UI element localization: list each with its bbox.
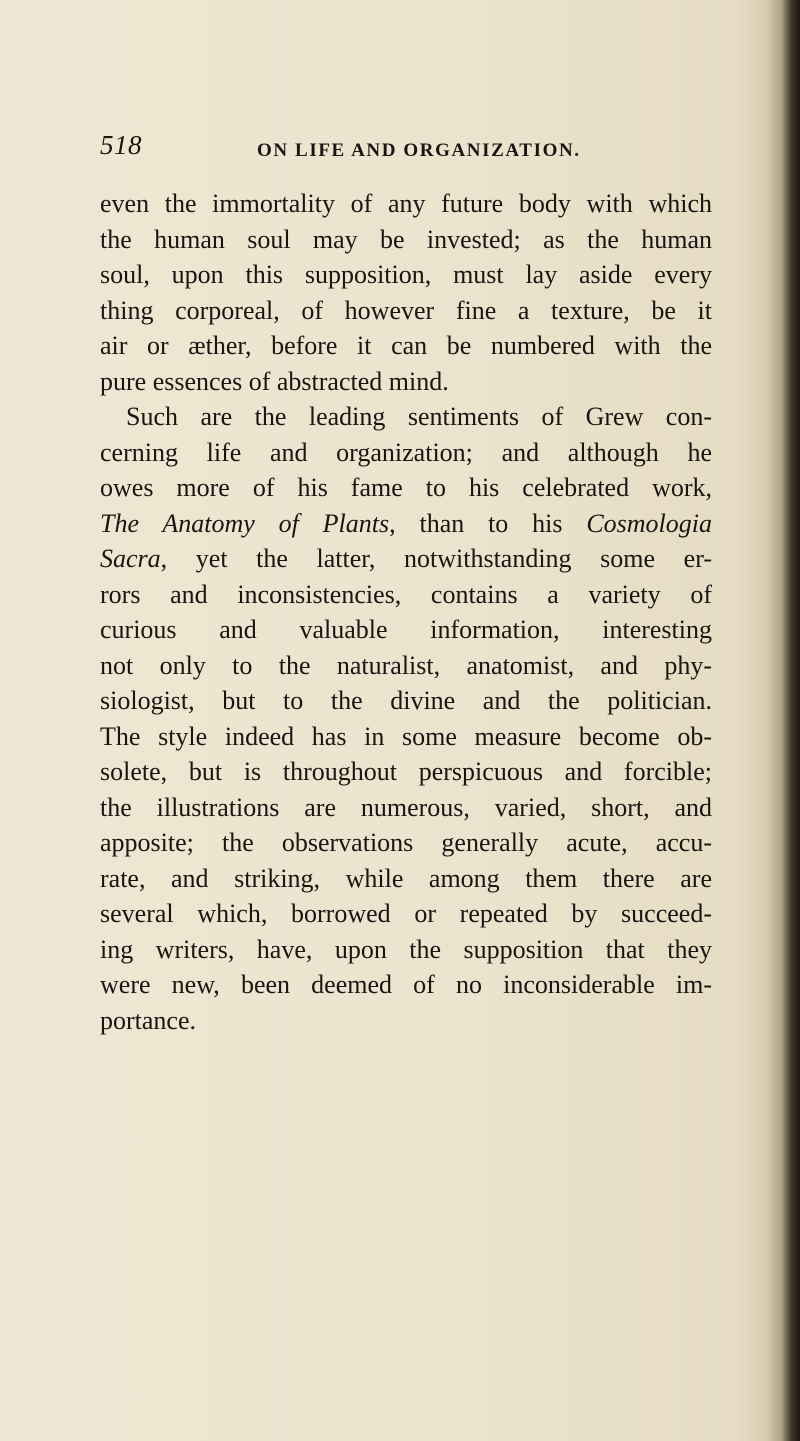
- text-line: thing corporeal, of however fine a texture, be it: [100, 295, 712, 325]
- text-line: Sacra, yet the latter, notwithstanding some er-: [100, 544, 712, 573]
- text-line: The style indeed has in some measure become ob-: [100, 721, 712, 751]
- text-line: pure essences of abstracted mind.: [100, 366, 449, 396]
- text-line: apposite; the observations generally acute, accu-: [100, 828, 712, 857]
- text-line: the illustrations are numerous, varied, short, and: [100, 792, 712, 822]
- page-header: [100, 128, 700, 168]
- body-text: [100, 186, 712, 1038]
- text-line: portance.: [100, 1005, 197, 1035]
- running-head: ON LIFE AND ORGANIZATION.: [257, 140, 581, 161]
- text-line-9: The Anatomy of Plants, than to his Cosmologia: [100, 508, 712, 538]
- text-line: Such are the leading sentiments of Grew con-: [126, 402, 712, 431]
- text-line: even the immortality of any future body with which: [100, 189, 712, 218]
- text-line: solete, but is throughout perspicuous and forcible;: [100, 757, 712, 786]
- text-line: siologist, but to the divine and the politician.: [100, 686, 712, 715]
- text-line: rors and inconsistencies, contains a variety of: [100, 579, 712, 609]
- text-line: were new, been deemed of no inconsiderable im-: [100, 970, 712, 999]
- text-line: owes more of his fame to his celebrated work,: [100, 473, 712, 502]
- text-line: several which, borrowed or repeated by succeed-: [100, 899, 712, 928]
- text-line: ing writers, have, upon the supposition that they: [100, 934, 712, 964]
- text-line: rate, and striking, while among them there are: [100, 863, 712, 893]
- text-line: cerning life and organization; and although he: [100, 437, 712, 467]
- page-binding-shadow: [766, 0, 800, 1441]
- text-line: the human soul may be invested; as the human: [100, 224, 712, 254]
- text-line: not only to the naturalist, anatomist, and phy-: [100, 650, 712, 680]
- text-line: air or æther, before it can be numbered with the: [100, 331, 712, 360]
- text-line-with-titles: [100, 506, 712, 542]
- page-number: 518: [100, 130, 142, 160]
- text-line: soul, upon this supposition, must lay aside every: [100, 260, 712, 289]
- text-line: curious and valuable information, interesting: [100, 615, 712, 644]
